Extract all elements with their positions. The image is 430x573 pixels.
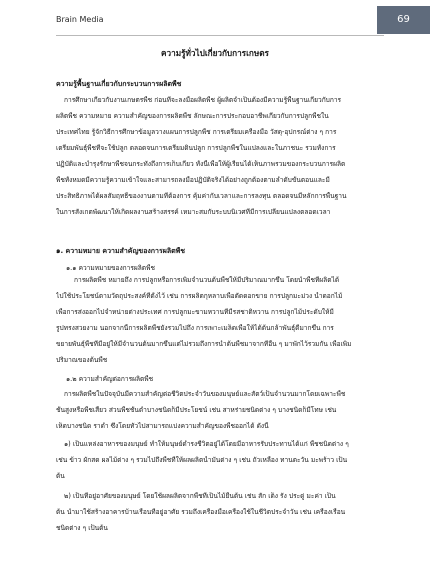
page-header (0, 0, 430, 38)
section-heading-basics: ความรู้พื้นฐานเกี่ยวกับกระบวนการผลิตพืช (56, 80, 182, 88)
publisher-brand: Brain Media (56, 15, 104, 24)
paragraph-line: ไปใช้ประโยชน์ตามวัตถุประสงค์ที่ตั้งไว้ เช่น การผลิตกุหลาบเพื่อตัดดอกขาย การปลูกมะม่วง น้ำดอกไม้ (56, 292, 343, 300)
subsection-heading-importance: ๑.๒ ความสำคัญต่อการผลิตพืช (66, 375, 154, 383)
paragraph-line: ประเทศไทย รู้จักวิธีการศึกษาข้อมูลวางแผนการปลูกพืช การเตรียมเครื่องมือ วัสดุ-อุปกรณ์ต่าง ๆ การ (56, 128, 337, 136)
paragraph-line: เห็ดบางชนิด ราดำ ซึ่งโดยทั่วไปสามารถแบ่งความสำคัญของพืชออกได้ ดังนี้ (56, 422, 269, 430)
list-item-shelter-cont: ชนิดต่าง ๆ เป็นต้น (56, 524, 108, 532)
paragraph-line: ประสิทธิภาพได้ผลสัมฤทธิ์ของงานตามที่ต้องการ คุ้มค่ากับเวลาและการลงทุน ตลอดจนมีหลักการพื้นฐาน (56, 192, 347, 200)
list-item-food-cont: เช่น ข้าว ผักสด ผลไม้ต่าง ๆ รวมไปถึงพืชที่ให้ผลผลิตน้ำมันต่าง ๆ เช่น ถั่วเหลือง ทานตะวัน มะพร้าว เป็น (56, 456, 348, 464)
paragraph-line: ปริมาณของต้นพืช (56, 356, 108, 364)
paragraph-line: ปฏิบัติและบำรุงรักษาพืชจนกระทั่งถึงการเก็บเกี่ยว ทั้งนี้เพื่อให้ผู้เรียนได้เห็นภาพรวมของกระบวนการผลิต (56, 160, 346, 168)
paragraph-line: การผลิตพืชในปัจจุบันมีความสำคัญต่อชีวิตประจำวันของมนุษย์และสัตว์เป็นจำนวนมากโดยเฉพาะพืช (64, 390, 346, 398)
paragraph-line: ชั้นสูงหรือพืชเสี้ยว ส่วนพืชชั้นต่ำบางชนิดก็มีประโยชน์ เช่น สาหร่ายชนิดต่าง ๆ บางชนิดก็มีโทษ เช่น (56, 406, 337, 414)
paragraph-line: ผลิตพืช ความหมาย ความสำคัญของการผลิตพืช ลักษณะการประกอบอาชีพเกี่ยวกับการปลูกพืชใน (56, 112, 329, 120)
paragraph-line: พืชทั้งหมดมีความรู้ความเข้าใจและสามารถลงมือปฏิบัติจริงได้อย่างถูกต้องตามลำดับขั้นตอนและมี (56, 176, 330, 184)
list-item-shelter: ๒) เป็นที่อยู่อาศัยของมนุษย์ โดยใช้ผลผลิตจากพืชที่เป็นไม้ยืนต้น เช่น สัก เต็ง รัง ประดู่ มะค่า เป็น (64, 492, 336, 500)
paragraph-line: รูปทรงสวยงาม นอกจากนี้การผลิตพืชยังรวมไปถึง การเพาะเมล็ดเพื่อให้ได้ต้นกล้าพันธุ์ดีมากขึ้น การ (56, 324, 334, 332)
section-heading-meaning: ๑. ความหมาย ความสำคัญของการผลิตพืช (56, 247, 186, 255)
header-rule (56, 35, 384, 36)
list-item-food-cont: ต้น (56, 472, 65, 480)
paragraph-line: ในการสังเกตพัฒนาให้เกิดผลงานสร้างสรรค์ เหมาะสมกับระบบนิเวศที่มีการเปลี่ยนแปลงตลอดเวลา (56, 208, 331, 216)
paragraph-line: เพื่อการส่งออกไปจำหน่ายต่างประเทศ การปลูกมะขามหวานที่มีรสชาติหวาน การปลูกไม้ประดับให้มี (56, 308, 334, 316)
list-item-food: ๑) เป็นแหล่งอาหารของมนุษย์ ทำให้มนุษย์ดำรงชีวิตอยู่ได้โดยมีอาหารรับประทานได้แก่ พืชชนิดต่าง ๆ (64, 440, 349, 448)
paragraph-line: การศึกษาเกี่ยวกับงานเกษตรพืช ก่อนที่จะลงมือผลิตพืช ผู้ผลิตจำเป็นต้องมีความรู้พื้นฐานเกี่ยวกับการ (64, 96, 342, 104)
page-number-badge: 69 (377, 6, 430, 34)
paragraph-line: เตรียมพันธุ์พืชที่จะใช้ปลูก ตลอดจนการเตรียมดินปลูก การปลูกพืชในแปลงและในภาชนะ รวมทั้งการ (56, 144, 336, 152)
list-item-shelter-cont: ต้น นำมาใช้สร้างอาคารบ้านเรือนที่อยู่อาศัย รวมถึงเครื่องมือเครื่องใช้ในชีวิตประจำวัน เช่น เครื่องเรือน (56, 508, 346, 516)
paragraph-line: การผลิตพืช หมายถึง การปลูกหรือการเพิ่มจำนวนต้นพืชให้มีปริมาณมากขึ้น โดยนำพืชที่ผลิตได้ (74, 276, 340, 284)
subsection-heading-meaning: ๑.๑ ความหมายของการผลิตพืช (66, 264, 155, 272)
chapter-title: ความรู้ทั่วไปเกี่ยวกับการเกษตร (161, 48, 269, 58)
paragraph-line: ขยายพันธุ์พืชที่มีอยู่ให้มีจำนวนต้นมากขึ้นแต่ไม่รวมถึงการนำต้นพืชมาจากที่อื่น ๆ มาพักไว้รวมกัน เพื่อเพิ่ม (56, 340, 352, 348)
